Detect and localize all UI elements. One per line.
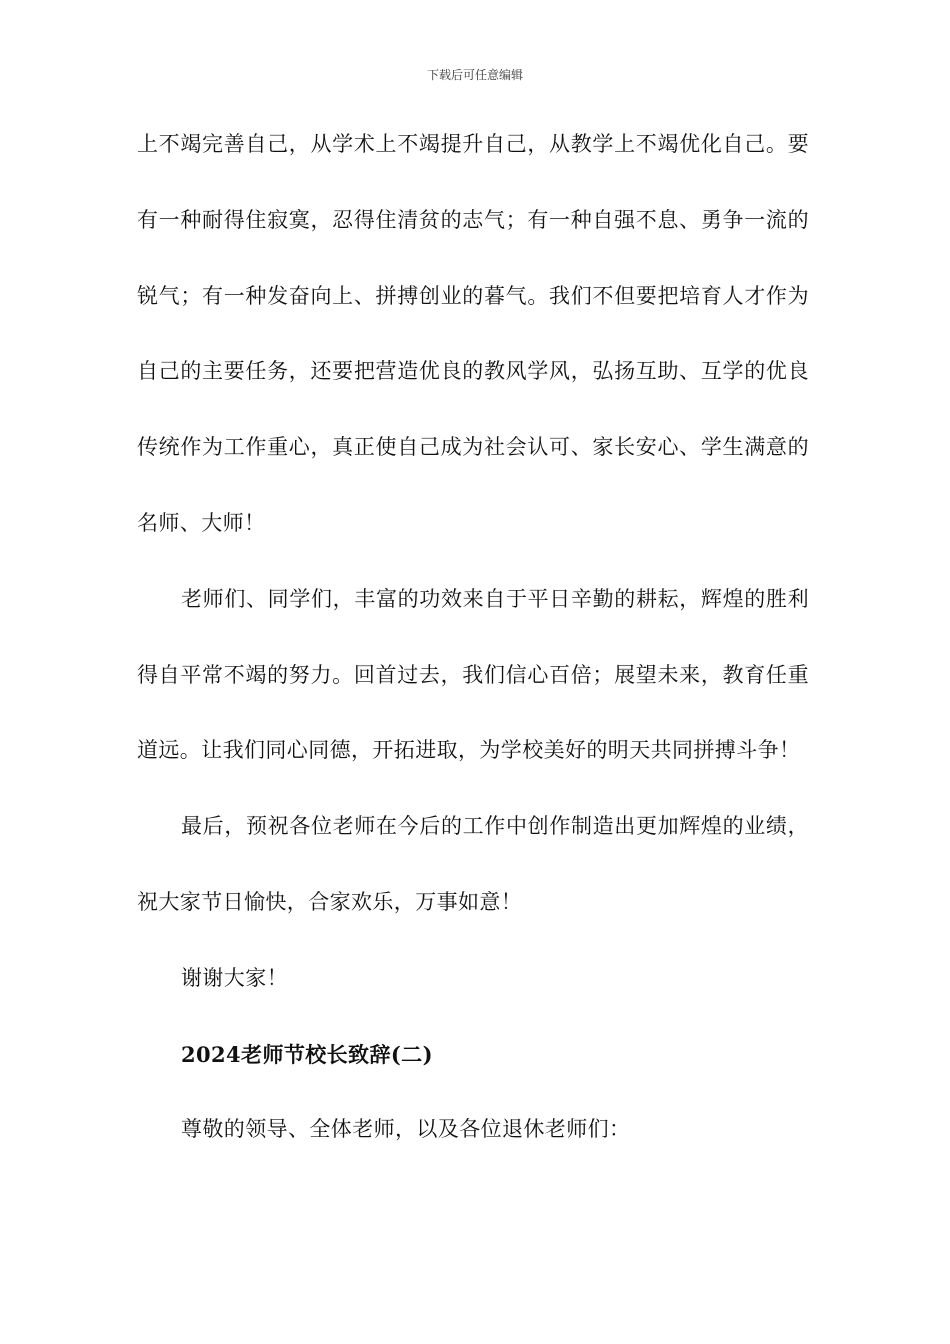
section-heading: 2024老师节校长致辞(二) [181, 1041, 433, 1067]
document-body [137, 107, 809, 1168]
paragraph-wishes: 最后，预祝各位老师在今后的工作中创作制造出更加辉煌的业绩，祝大家节日愉快，合家欢乐，万事如意！ [137, 814, 809, 914]
paragraph-closing-appeal: 老师们、同学们，丰富的功效来自于平日辛勤的耕耘，辉煌的胜利得自平常不竭的努力。回首过去，我们信心百倍；展望未来，教育任重道远。让我们同心同德，开拓进取，为学校美好的明天共同拼搏斗争！ [137, 586, 809, 763]
paragraph-salutation: 尊敬的领导、全体老师，以及各位退休老师们： [181, 1117, 631, 1142]
paragraph-thanks: 谢谢大家！ [181, 965, 288, 990]
paragraph-continuation: 上不竭完善自己，从学术上不竭提升自己，从教学上不竭优化自己。要有一种耐得住寂寞，忍得住清贫的志气；有一种自强不息、勇争一流的锐气；有一种发奋向上、拼搏创业的暮气。我们不但要把培育人才作为自己的主要任务，还要把营造优良的教风学风，弘扬互助、互学的优良传统作为工作重心，真正使自己成为社会认可、家长安心、学生满意的名师、大师！ [137, 132, 809, 535]
header-note: 下载后可任意编辑 [426, 68, 523, 82]
